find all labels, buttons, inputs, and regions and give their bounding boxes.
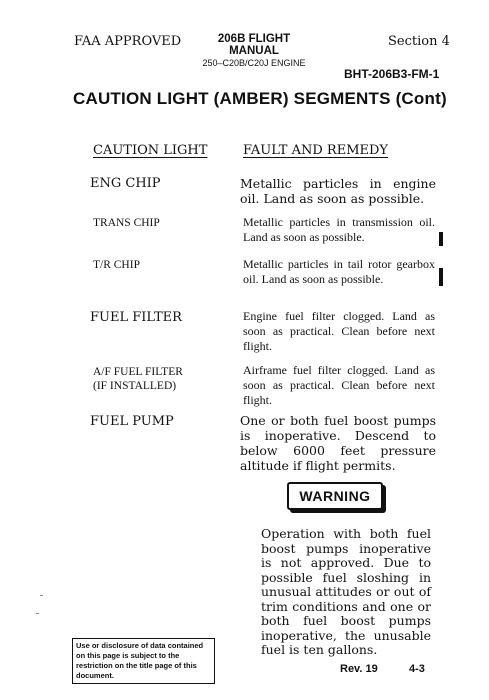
caution-light-label: T/R CHIP <box>93 259 140 271</box>
header-manual-title <box>194 33 314 68</box>
fault-remedy-text: Metallic particles in transmission oil. Land as soon as possible. <box>243 215 435 244</box>
restriction-notice: Use or disclosure of data contained on this page is subject to the restriction on the title page of this document. <box>72 638 215 684</box>
warning-text: Operation with both fuel boost pumps inoperative is not approved. Due to possible fuel sloshing in unusual attitudes or out of trim conditions and one or both fuel boost pumps inoperative, the unusable fuel is ten gallons. <box>261 526 431 657</box>
manual-title: 206B FLIGHT MANUAL <box>217 33 291 57</box>
caution-light-label: FUEL PUMP <box>90 414 174 429</box>
fault-remedy-text: Engine fuel filter clogged. Land as soon as practical. Clean before next flight. <box>243 309 435 353</box>
fault-remedy-text: Metallic particles in tail rotor gearbox oil. Land as soon as possible. <box>243 257 435 286</box>
revision-change-bar <box>439 232 443 246</box>
revision-change-bar <box>439 268 443 286</box>
page-title: CAUTION LIGHT (AMBER) SEGMENTS (Cont) <box>73 89 447 108</box>
caution-light-label: ENG CHIP <box>90 176 161 191</box>
header-section: Section 4 <box>388 34 450 49</box>
document-id: BHT-206B3-FM-1 <box>344 67 440 81</box>
caution-light-label: TRANS CHIP <box>93 217 160 229</box>
caution-light-label: A/F FUEL FILTER (IF INSTALLED) <box>93 366 183 392</box>
caution-light-label: FUEL FILTER <box>90 310 182 325</box>
engine-subtitle: 250–C20B/C20J ENGINE <box>202 58 306 68</box>
column-header-fault-remedy: FAULT AND REMEDY <box>243 143 389 158</box>
scan-speck <box>40 595 43 596</box>
scan-speck <box>36 613 39 614</box>
page-number: 4-3 <box>409 663 425 675</box>
warning-box: WARNING <box>287 482 383 510</box>
fault-remedy-text: Airframe fuel filter clogged. Land as soon as practical. Clean before next flight. <box>243 363 435 407</box>
header-faa-approved: FAA APPROVED <box>74 34 182 49</box>
column-header-caution-light: CAUTION LIGHT <box>93 143 208 158</box>
fault-remedy-text: Metallic particles in engine oil. Land as soon as possible. <box>240 176 436 206</box>
fault-remedy-text: One or both fuel boost pumps is inoperative. Descend to below 6000 feet pressure altitude if flight permits. <box>240 413 436 473</box>
revision-number: Rev. 19 <box>340 663 378 675</box>
